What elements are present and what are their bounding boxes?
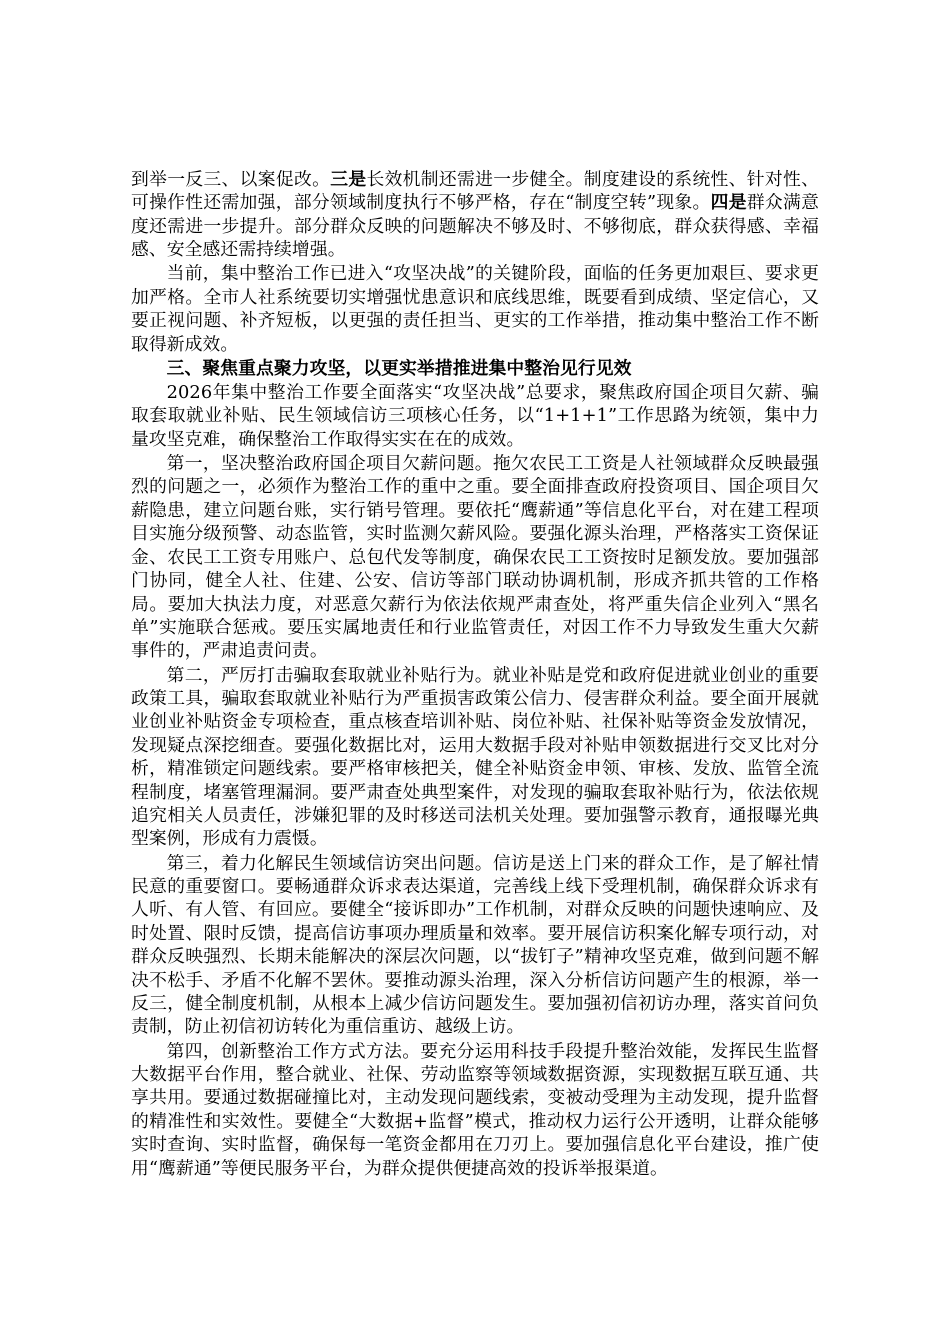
text-run: 群众满意度还需进一步提升。部分群众反映的问题解决不够及时、不够彻底，群众获得感、幸福感、安全感还需持续增强。: [131, 192, 820, 261]
paragraph-second-subsidy-fraud: 第二，严厉打击骗取套取就业补贴行为。就业补贴是党和政府促进就业创业的重要政策工具，骗取套取就业补贴行为严重损害政策公信力、侵害群众利益。要全面开展就业创业补贴资金专项检查，重点核查培训补贴、岗位补贴、社保补贴等资金发放情况，发现疑点深挖细查。要强化数据比对，运用大数据手段对补贴申领数据进行交叉比对分析，精准锁定问题线索。要严格审核把关，健全补贴资金申领、审核、发放、监管全流程制度，堵塞管理漏洞。要严肃查处典型案件，对发现的骗取套取补贴行为，依法依规追究相关人员责任，涉嫌犯罪的及时移送司法机关处理。要加强警示教育，通报曝光典型案例，形成有力震慑。: [131, 664, 819, 850]
paragraph-current-stage: 当前，集中整治工作已进入“攻坚决战”的关键阶段，面临的任务更加艰巨、要求更加严格。全市人社系统要切实增强忧患意识和底线思维，既要看到成绩、坚定信心，又要正视问题、补齐短板，以更强的责任担当、更实的工作举措，推动集中整治工作不断取得新成效。: [131, 263, 819, 355]
document-page: [131, 168, 819, 1181]
paragraph-third-petitions: 第三，着力化解民生领域信访突出问题。信访是送上门来的群众工作，是了解社情民意的重要窗口。要畅通群众诉求表达渠道，完善线上线下受理机制，确保群众诉求有人听、有人管、有回应。要健全“接诉即办”工作机制，对群众反映的问题快速响应、及时处置、限时反馈，提高信访事项办理质量和效率。要开展信访积案化解专项行动，对群众反映强烈、长期未能解决的深层次问题，以“拔钉子”精神攻坚克难，做到问题不解决不松手、矛盾不化解不罢休。要推动源头治理，深入分析信访问题产生的根源，举一反三，健全制度机制，从根本上减少信访问题发生。要加强初信初访办理，落实首问负责制，防止初信初访转化为重信重访、越级上访。: [131, 852, 819, 1038]
text-run: 长效机制还需进一步健全。制度建设的系统性、针对性、可操作性还需加强，部分领域制度执行不够严格，存在“制度空转”现象。: [131, 169, 819, 214]
text-run: 到举一反三、以案促改。: [131, 169, 331, 190]
paragraph-2026-overview: 2026年集中整治工作要全面落实“攻坚决战”总要求，聚焦政府国企项目欠薪、骗取套取就业补贴、民生领域信访三项核心任务，以“1+1+1”工作思路为统领，集中力量攻坚克难，确保整治工作取得实实在在的成效。: [131, 382, 819, 450]
paragraph-first-wage-arrears: 第一，坚决整治政府国企项目欠薪问题。拖欠农民工工资是人社领域群众反映最强烈的问题之一，必须作为整治工作的重中之重。要全面排查政府投资项目、国企项目欠薪隐患，建立问题台账，实行销号管理。要依托“鹰薪通”等信息化平台，对在建工程项目实施分级预警、动态监管，实时监测欠薪风险。要强化源头治理，严格落实工资保证金、农民工工资专用账户、总包代发等制度，确保农民工工资按时足额发放。要加强部门协同，健全人社、住建、公安、信访等部门联动协调机制，形成齐抓共管的工作格局。要加大执法力度，对恶意欠薪行为依法依规严肃查处，将严重失信企业列入“黑名单”实施联合惩戒。要压实属地责任和行业监管责任，对因工作不力导致发生重大欠薪事件的，严肃追责问责。: [131, 453, 819, 662]
bold-marker-fourth: 四是: [710, 192, 747, 214]
paragraph-continuation: [131, 168, 819, 262]
section-heading-three: 三、聚焦重点聚力攻坚，以更实举措推进集中整治见行见效: [166, 357, 632, 379]
bold-marker-third: 三是: [330, 169, 367, 190]
paragraph-fourth-innovation: 第四，创新整治工作方式方法。要充分运用科技手段提升整治效能，发挥民生监督大数据平台作用，整合就业、社保、劳动监察等领域数据资源，实现数据互联互通、共享共用。要通过数据碰撞比对，主动发现问题线索，变被动受理为主动发现，提升监督的精准性和实效性。要健全“大数据+监督”模式，推动权力运行公开透明，让群众能够实时查询、实时监督，确保每一笔资金都用在刀刃上。要加强信息化平台建设，推广使用“鹰薪通”等便民服务平台，为群众提供便捷高效的投诉举报渠道。: [131, 1040, 819, 1179]
